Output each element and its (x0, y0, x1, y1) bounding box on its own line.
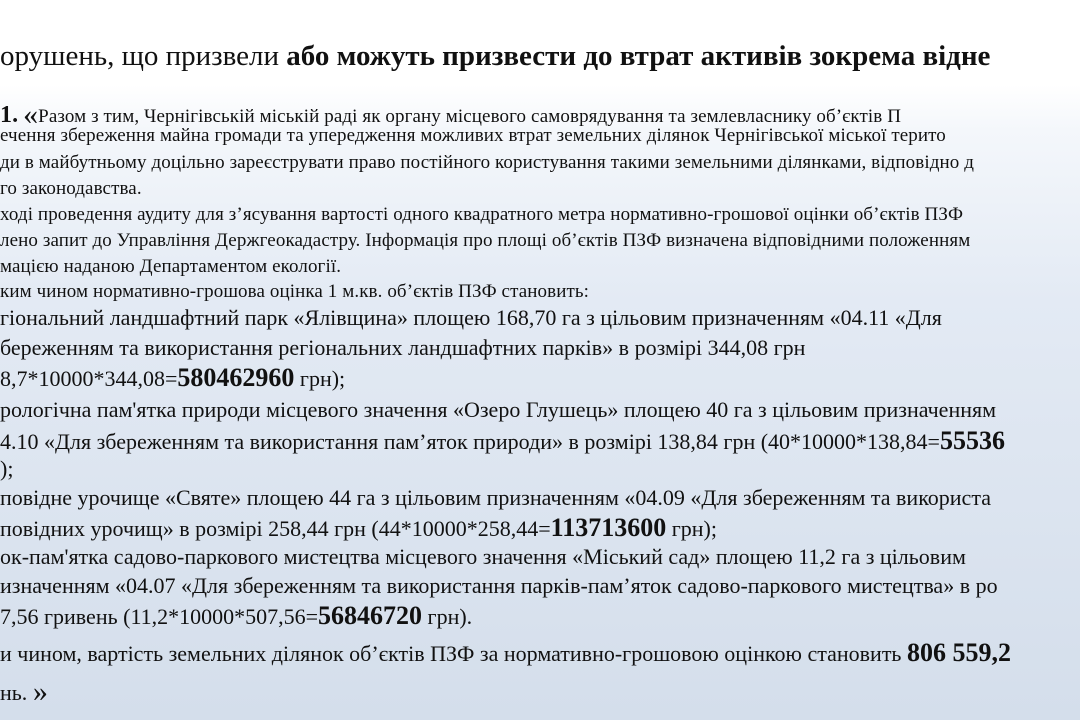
list-marker: 1. (0, 102, 19, 128)
paragraph-line: ким чином нормативно-грошова оцінка 1 м.кв. об’єктів ПЗФ становить: (0, 281, 590, 302)
list-item-line: 8,7*10000*344,08=580462960 грн); (0, 363, 346, 392)
list-item-line: рологічна пам'ятка природи місцевого значення «Озеро Глушець» площею 40 га з цільовим призначенням (0, 397, 997, 422)
summary-line: нь. » (0, 675, 48, 708)
list-item-line: повідних урочищ» в розмірі 258,44 грн (44*10000*258,44=113713600 грн); (0, 513, 717, 542)
paragraph-text: Разом з тим, Чернігівській міській раді як органу місцевого самоврядування та землевласнику об’єктів П (38, 106, 902, 127)
summary-line: и чином, вартість земельних ділянок об’єктів ПЗФ за нормативно-грошовою оцінкою становить 806 559,2 (0, 638, 1011, 667)
title-plain-text: орушень, що призвели (0, 40, 287, 72)
amount-value: 113713600 (550, 513, 667, 542)
list-item-line: 4.10 «Для збереженням та використання пам’яток природи» в розмірі 138,84 грн (40*10000*138,84=55536 (0, 426, 1005, 455)
paragraph-line: ди в майбутньому доцільно зареєструвати право постійного користування такими земельними ділянками, відповідно д (0, 152, 974, 173)
list-item-line: ок-пам'ятка садово-паркового мистецтва місцевого значення «Міський сад» площею 11,2 га з цільовим (0, 544, 966, 569)
list-item-line: гіональний ландшафтний парк «Ялівщина» площею 168,70 га з цільовим призначенням «04.11 «Для (0, 305, 942, 330)
list-item-line: 7,56 гривень (11,2*10000*507,56=56846720 грн). (0, 601, 473, 630)
paragraph-line: ечення збереження майна громади та упередження можливих втрат земельних ділянок Чернігівської міської терито (0, 125, 946, 146)
amount-value: 580462960 (177, 363, 295, 392)
total-amount: 806 559,2 (906, 638, 1011, 667)
list-item-line: ); (0, 456, 14, 481)
amount-value: 55536 (939, 426, 1005, 455)
list-item-line: изначенням «04.07 «Для збереженням та використання парків-пам’яток садово-паркового мистецтва» в ро (0, 573, 998, 598)
page-title (0, 40, 990, 73)
paragraph-line: го законодавства. (0, 178, 142, 199)
list-item-line: повідне урочище «Святе» площею 44 га з цільовим призначенням «04.09 «Для збереженням та використа (0, 485, 991, 510)
title-bold-text: або можуть призвести до втрат активів зокрема відне (286, 40, 991, 72)
amount-value: 56846720 (318, 601, 423, 630)
paragraph-line: мацією наданою Департаментом екології. (0, 256, 342, 277)
open-quote: « (23, 98, 39, 131)
paragraph-line: ході проведення аудиту для з’ясування вартості одного квадратного метра нормативно-грошової оцінки об’єктів ПЗФ (0, 204, 964, 225)
paragraph-line: лено запит до Управління Держгеокадастру. Інформація про площі об’єктів ПЗФ визначена відповідними положенням (0, 230, 971, 251)
close-quote: » (32, 675, 48, 708)
list-item-line: береженням та використання регіональних ландшафтних парків» в розмірі 344,08 грн (0, 335, 806, 360)
